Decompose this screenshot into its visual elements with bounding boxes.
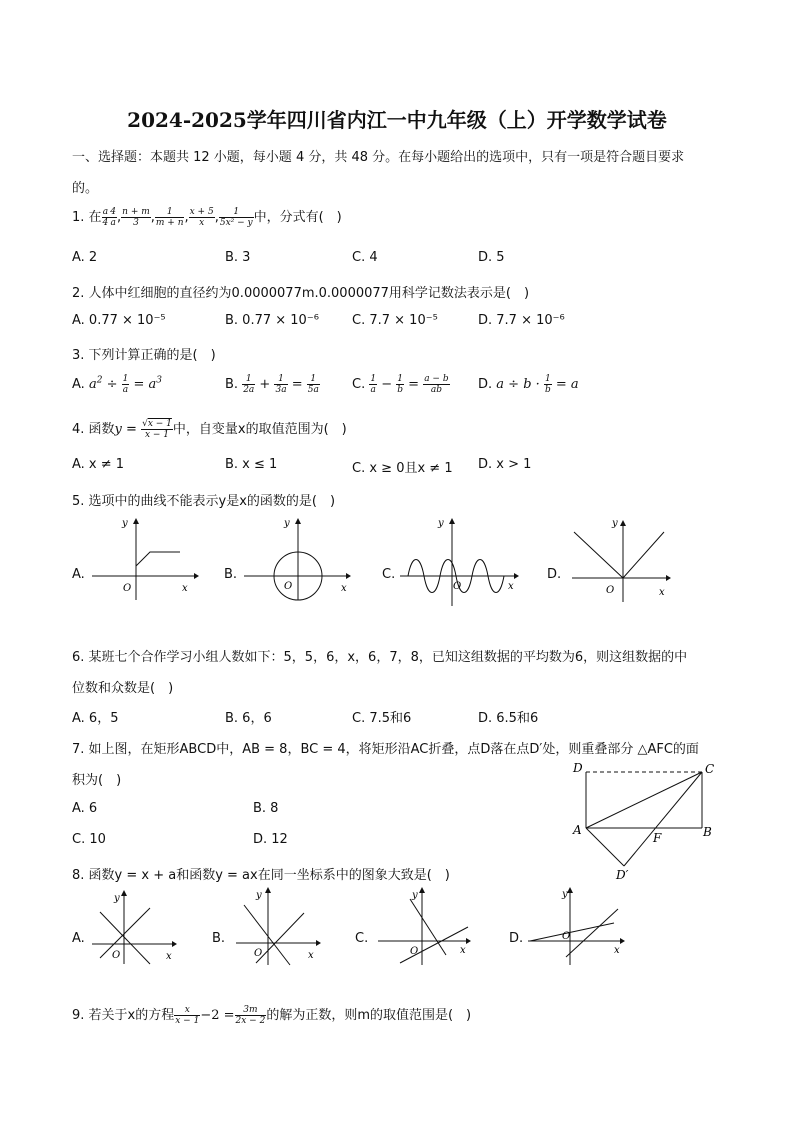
svg-text:y: y bbox=[412, 890, 418, 901]
q4-option-c[interactable]: C. x ≥ 0且x ≠ 1 bbox=[352, 461, 453, 476]
q8-option-d-label[interactable]: D. bbox=[509, 931, 524, 946]
q8-option-c-label[interactable]: C. bbox=[355, 931, 369, 946]
q3-option-a[interactable]: A. $a^2$ ÷ $\frac{1}{a}$ = $a^3$ bbox=[72, 374, 162, 395]
q4-option-a[interactable]: A. x ≠ 1 bbox=[72, 457, 125, 472]
question-3: 3. 下列计算正确的是( ) bbox=[72, 348, 216, 363]
q1-option-a[interactable]: A. 2 bbox=[72, 250, 98, 265]
q1-option-c[interactable]: C. 4 bbox=[352, 250, 378, 265]
question-6-cont: 位数和众数是( ) bbox=[72, 681, 174, 696]
svg-text:y: y bbox=[562, 889, 568, 900]
q8-option-b-label[interactable]: B. bbox=[212, 931, 226, 946]
q1-suffix: 中，分式有( ) bbox=[253, 210, 342, 225]
q3-option-d[interactable]: D. a ÷ b · $\frac{1}{b}$ = a bbox=[478, 374, 579, 395]
q5-option-d-label[interactable]: D. bbox=[547, 567, 562, 582]
q4-option-b[interactable]: B. x ≤ 1 bbox=[225, 457, 278, 472]
q6-option-b[interactable]: B. 6，6 bbox=[225, 711, 272, 726]
q5-option-b-label[interactable]: B. bbox=[224, 567, 238, 582]
svg-text:x: x bbox=[614, 945, 620, 956]
svg-text:x: x bbox=[341, 583, 347, 594]
q6-option-c[interactable]: C. 7.5和6 bbox=[352, 711, 412, 726]
point-f-label: F bbox=[653, 831, 662, 845]
svg-text:x: x bbox=[308, 950, 314, 961]
q8-option-a-label[interactable]: A. bbox=[72, 931, 85, 946]
question-9 bbox=[72, 1004, 471, 1026]
q5-option-c-label[interactable]: C. bbox=[382, 567, 396, 582]
section-instructions-cont: 的。 bbox=[72, 181, 99, 196]
q3-option-d-label: D. bbox=[478, 377, 493, 392]
section-instructions: 一、选择题：本题共 12 小题，每小题 4 分，共 48 分。在每小题给出的选项中，只有一项是符合题目要求 bbox=[72, 150, 685, 165]
q4-prefix: 4. 函数 bbox=[72, 422, 115, 437]
q5-graph-d bbox=[570, 518, 674, 604]
q3-option-c[interactable]: C. $\frac{1}{a}$ − $\frac{1}{b}$ = $\frac{a - b}{ab}$ bbox=[352, 374, 449, 395]
q2-option-b[interactable]: B. 0.77 × 10⁻⁶ bbox=[225, 313, 319, 328]
q4-frac: $\frac{√x - 1}{x - 1}$ bbox=[142, 419, 172, 440]
question-5: 5. 选项中的曲线不能表示y是x的函数的是( ) bbox=[72, 494, 336, 509]
q1-frac-2: $\frac{4}{a}$ bbox=[110, 207, 117, 228]
q3-option-b-label: B. bbox=[225, 377, 239, 392]
q6-option-d[interactable]: D. 6.5和6 bbox=[478, 711, 539, 726]
axis-x-label: x bbox=[182, 583, 188, 594]
q7-option-d[interactable]: D. 12 bbox=[253, 832, 288, 847]
svg-text:O: O bbox=[453, 581, 462, 592]
q1-frac-3: $\frac{n + m}{3}$ bbox=[122, 207, 150, 228]
svg-text:x: x bbox=[166, 951, 172, 962]
q2-option-d[interactable]: D. 7.7 × 10⁻⁶ bbox=[478, 313, 565, 328]
svg-text:O: O bbox=[284, 581, 293, 592]
q3-option-a-label: A. bbox=[72, 377, 85, 392]
q5-graph-a bbox=[90, 516, 200, 602]
q1-frac-4: $\frac{1}{m + n}$ bbox=[155, 207, 184, 228]
svg-text:O: O bbox=[112, 950, 121, 961]
q5-graph-b bbox=[242, 516, 354, 602]
svg-text:y: y bbox=[612, 518, 618, 529]
point-c-label: C bbox=[705, 762, 715, 776]
q5-graph-c bbox=[398, 516, 522, 608]
svg-text:y: y bbox=[438, 518, 444, 529]
point-d-label: D bbox=[573, 761, 583, 775]
q8-graph-b bbox=[232, 885, 324, 967]
point-a-label: A bbox=[573, 823, 582, 837]
question-6: 6. 某班七个合作学习小组人数如下：5，5，6，x，6，7，8，已知这组数据的平均数为6，则这组数据的中 bbox=[72, 650, 688, 665]
q4-option-d[interactable]: D. x > 1 bbox=[478, 457, 532, 472]
q1-option-d[interactable]: D. 5 bbox=[478, 250, 505, 265]
q2-option-a[interactable]: A. 0.77 × 10⁻⁵ bbox=[72, 313, 166, 328]
q1-frac-5: $\frac{x + 5}{x}$ bbox=[189, 207, 214, 228]
q6-option-a[interactable]: A. 6，5 bbox=[72, 711, 119, 726]
page-title: 2024-2025学年四川省内江一中九年级（上）开学数学试卷 bbox=[127, 108, 667, 132]
svg-text:y: y bbox=[114, 893, 120, 904]
question-4: 4. 函数y = $\frac{√x - 1}{x - 1}$ 中，自变量x的取值范围为( ) bbox=[72, 419, 347, 440]
rectangle-fold-diagram bbox=[566, 758, 726, 884]
q1-frac-1: $\frac{a}{4}$ bbox=[102, 207, 109, 228]
q8-graph-c bbox=[374, 885, 474, 967]
q9-prefix: 9. 若关于x的方程 bbox=[72, 1008, 175, 1023]
question-8: 8. 函数y = x + a和函数y = ax在同一坐标系中的图象大致是( ) bbox=[72, 868, 450, 883]
svg-text:O: O bbox=[562, 931, 571, 942]
question-7: 7. 如上图，在矩形ABCD中，AB = 8，BC = 4，将矩形沿AC折叠，点D落在点D′处，则重叠部分 △AFC的面 bbox=[72, 742, 699, 757]
q7-option-a[interactable]: A. 6 bbox=[72, 801, 98, 816]
q8-graph-d bbox=[526, 885, 630, 967]
q1-frac-6: $\frac{1}{\text{5x² − y}}$ bbox=[219, 207, 253, 228]
q9-suffix: 的解为正数，则m的取值范围是( ) bbox=[266, 1008, 472, 1023]
q9-middle: −2 = bbox=[200, 1008, 235, 1023]
svg-text:x: x bbox=[659, 587, 665, 598]
q9-frac-2: $\frac{3m}{2x - 2}$ bbox=[235, 1005, 266, 1026]
svg-text:x: x bbox=[508, 581, 514, 592]
question-7-cont: 积为( ) bbox=[72, 773, 122, 788]
q9-frac-1: $\frac{x}{x - 1}$ bbox=[175, 1005, 200, 1026]
svg-text:x: x bbox=[460, 945, 466, 956]
question-1: 1. 在 $\frac{a}{4}$ $\frac{4}{a}$ , $\frac{n + m}{3}$ , $\frac{1}{m + n}$ , $\frac{x + 5}{x}$ , $\frac{1}{\text{5x² − y}}$ 中，分式有( ) bbox=[72, 207, 342, 228]
q3-option-c-label: C. bbox=[352, 377, 366, 392]
point-b-label: B bbox=[703, 825, 712, 839]
axis-origin-label: O bbox=[123, 583, 132, 594]
svg-text:O: O bbox=[606, 585, 615, 596]
point-d-prime-label: D′ bbox=[616, 868, 629, 882]
svg-text:y: y bbox=[256, 890, 262, 901]
axis-y-label: y bbox=[122, 518, 128, 529]
svg-text:y: y bbox=[284, 518, 290, 529]
svg-text:O: O bbox=[254, 948, 263, 959]
q8-graph-a bbox=[88, 888, 180, 966]
q4-suffix: 中，自变量x的取值范围为( ) bbox=[172, 422, 347, 437]
q7-option-c[interactable]: C. 10 bbox=[72, 832, 106, 847]
svg-text:O: O bbox=[410, 946, 419, 957]
q5-option-a-label[interactable]: A. bbox=[72, 567, 85, 582]
q1-prefix: 1. 在 bbox=[72, 210, 102, 225]
question-2: 2. 人体中红细胞的直径约为0.0000077m.0.0000077用科学记数法表示是( ) bbox=[72, 286, 530, 301]
q1-option-b[interactable]: B. 3 bbox=[225, 250, 251, 265]
q7-option-b[interactable]: B. 8 bbox=[253, 801, 279, 816]
q3-option-b[interactable]: B. $\frac{1}{2a}$ + $\frac{1}{3a}$ = $\frac{1}{5a}$ bbox=[225, 374, 319, 395]
q2-option-c[interactable]: C. 7.7 × 10⁻⁵ bbox=[352, 313, 438, 328]
